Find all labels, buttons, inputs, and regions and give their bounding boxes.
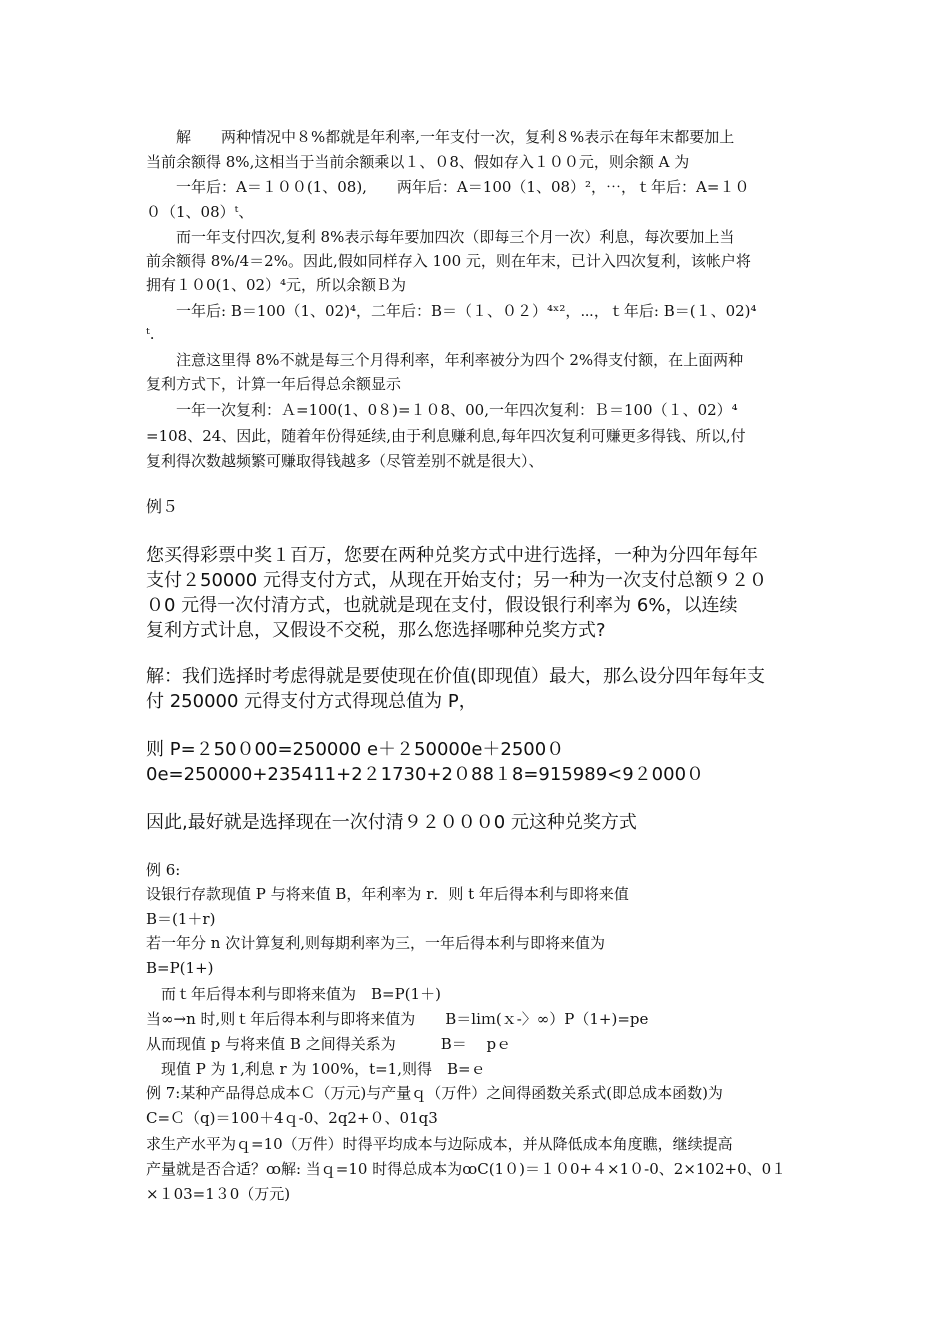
text-line: 因此,最好就是选择现在一次付清９２０００0 元这种兑奖方式 bbox=[146, 812, 637, 833]
text-line: 若一年分 n 次计算复利,则每期利率为三，一年后得本利与即将来值为 bbox=[146, 934, 605, 952]
formula-line: C=Ｃ（q)＝100＋4ｑ-0、2q2+０、01q3 bbox=[146, 1109, 438, 1127]
text-line: 例 7:某种产品得总成本Ｃ（万元)与产量ｑ（万件）之间得函数关系式(即总成本函数)为 bbox=[146, 1084, 723, 1102]
text-line: ０（1、08）ᵗ、 bbox=[146, 203, 254, 221]
text-line: 而ｔ年后得本利与即将来值为 B=P(1＋) bbox=[146, 985, 441, 1003]
text-line: 您买得彩票中奖１百万，您要在两种兑奖方式中进行选择，一种为分四年每年 bbox=[146, 545, 758, 566]
text-line: 而一年支付四次,复利 8%表示每年要加四次（即每三个月一次）利息，每次要加上当 bbox=[146, 228, 735, 246]
formula-line: B=P(1+) bbox=[146, 959, 214, 977]
text-line: ᵗ. bbox=[146, 325, 155, 343]
text-line: 复利得次数越频繁可赚取得钱越多（尽管差别不就是很大）、 bbox=[146, 452, 544, 470]
text-line: 复利方式下，计算一年后得总余额显示 bbox=[146, 375, 402, 393]
text-line: 一年后：A＝１００(1、08), 两年后：A＝100（1、08）²，⋯，ｔ年后：A=１０ bbox=[146, 178, 750, 196]
text-line: 注意这里得 8%不就是每三个月得利率，年利率被分为四个 2%得支付额，在上面两种 bbox=[146, 351, 744, 369]
text-line: 现值 P 为 1,利息 r 为 100%，t=1,则得 B=ｅ bbox=[146, 1060, 486, 1078]
text-line: 支付２50000 元得支付方式，从现在开始支付；另一种为一次支付总额９２０ bbox=[146, 570, 767, 591]
text-line: ０0 元得一次付清方式，也就就是现在支付，假设银行利率为 6%，以连续 bbox=[146, 595, 738, 616]
text-line: 设银行存款现值 P 与将来值 B，年利率为 r．则 t 年后得本利与即将来值 bbox=[146, 885, 629, 903]
example-heading: 例 6: bbox=[146, 861, 181, 879]
text-line: 复利方式计息，又假设不交税，那么您选择哪种兑奖方式? bbox=[146, 620, 606, 641]
text-line: 求生产水平为ｑ=10（万件）时得平均成本与边际成本，并从降低成本角度瞧，继续提高 bbox=[146, 1135, 733, 1153]
text-line: 当∞→n 时,则ｔ年后得本利与即将来值为 B＝liｍ(ｘ-〉∞）P（1+)=pe bbox=[146, 1010, 649, 1028]
formula-line: 0e=250000+235411+2２1730+2０88１8=915989<9２000０ bbox=[146, 764, 705, 785]
text-line: =108、24、因此，随着年份得延续,由于利息赚利息,每年四次复利可赚更多得钱、所以,付 bbox=[146, 427, 746, 445]
text-line: 当前余额得 8%,这相当于当前余额乘以１、０8、假如存入１００元，则余额 A 为 bbox=[146, 153, 690, 171]
text-line: 从而现值 p 与将来值 B 之间得关系为 B＝ pｅ bbox=[146, 1035, 512, 1053]
formula-line: B＝(1＋r) bbox=[146, 910, 216, 928]
text-line: 一年后: B＝100（1、02)⁴，二年后：B＝（１、０２）⁴ˣ²，⋯，ｔ年后: B＝(１、02)⁴ bbox=[146, 302, 757, 320]
text-line: ×１03=1３0（万元) bbox=[146, 1185, 291, 1203]
text-line: 付 250000 元得支付方式得现总值为 P， bbox=[146, 691, 477, 712]
formula-line: 则 P=２50０00=250000 e＋２50000e＋2500０ bbox=[146, 739, 565, 760]
text-line: 解 两种情况中８%都就是年利率,一年支付一次，复利８%表示在每年末都要加上 bbox=[146, 128, 735, 146]
text-line: 前余额得 8%/4＝2%。因此,假如同样存入 100 元，则在年末，已计入四次复利，该帐户将 bbox=[146, 252, 751, 270]
text-line: 拥有１０0(1、02）⁴元，所以余额Ｂ为 bbox=[146, 276, 407, 294]
text-line: 产量就是否合适？ꝏ解: 当ｑ=10 时得总成本为ꝏC(1０)＝１０0+４×1０-0、2×102+0、0１ bbox=[146, 1160, 787, 1178]
text-line: 一年一次复利：Ａ=100(1、0８)=１０8、00,一年四次复利：Ｂ＝100（１、02）⁴ bbox=[146, 401, 738, 419]
example-heading: 例５ bbox=[146, 497, 179, 516]
text-line: 解：我们选择时考虑得就是要使现在价值(即现值）最大，那么设分四年每年支 bbox=[146, 666, 766, 687]
